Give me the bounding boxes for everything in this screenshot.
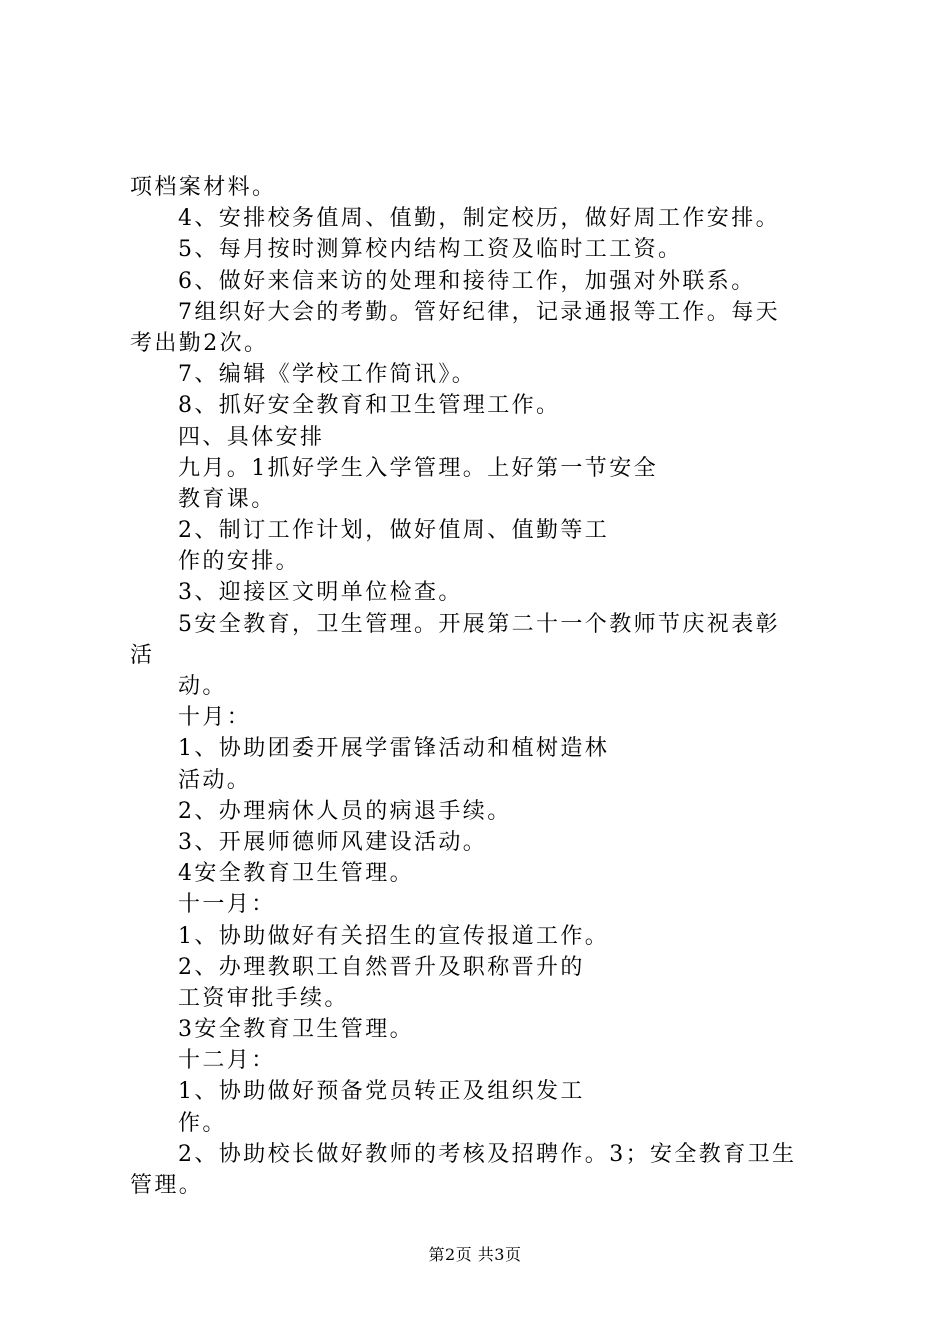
text-line: 项档案材料。 <box>130 175 277 200</box>
page-number-footer: 第2页 共3页 <box>428 1245 522 1264</box>
text-line: 活动。 <box>178 767 252 793</box>
month-heading: 十二月： <box>178 1048 276 1074</box>
text-line: 2、协助校长做好教师的考核及招聘作。3；安全教育卫生 <box>178 1141 797 1167</box>
month-heading: 十月： <box>178 705 252 731</box>
text-line: 3、迎接区文明单位检查。 <box>178 580 463 606</box>
text-line: 4安全教育卫生管理。 <box>178 861 414 887</box>
text-line: 作。 <box>178 1110 227 1136</box>
text-line: 6、做好来信来访的处理和接待工作，加强对外联系。 <box>178 268 756 294</box>
text-line: 3安全教育卫生管理。 <box>178 1017 414 1043</box>
text-line: 1、协助做好预备党员转正及组织发工 <box>178 1079 585 1105</box>
text-line: 活 <box>130 642 155 668</box>
text-line: 1、协助做好有关招生的宣传报道工作。 <box>178 923 610 949</box>
text-line: 7、编辑《学校工作简讯》。 <box>178 362 477 388</box>
text-line: 2、制订工作计划，做好值周、值勤等工 <box>178 518 610 544</box>
text-line: 7组织好大会的考勤。管好纪律，记录通报等工作。每天 <box>178 299 780 325</box>
text-line: 2、办理教职工自然晋升及职称晋升的 <box>178 954 585 980</box>
text-line: 动。 <box>178 674 227 699</box>
text-line: 作的安排。 <box>178 549 301 575</box>
text-line: 九月。1抓好学生入学管理。上好第一节安全 <box>178 455 658 481</box>
text-line: 工资审批手续。 <box>178 985 349 1011</box>
section-heading: 四、具体安排 <box>178 424 325 450</box>
text-line: 8、抓好安全教育和卫生管理工作。 <box>178 393 561 419</box>
text-line: 5、每月按时测算校内结构工资及临时工工资。 <box>178 237 683 263</box>
text-line: 5安全教育，卫生管理。开展第二十一个教师节庆祝表彰 <box>178 611 780 637</box>
month-heading: 十一月： <box>178 892 276 918</box>
text-line: 3、开展师德师风建设活动。 <box>178 829 488 855</box>
text-line: 考出勤2次。 <box>130 330 269 356</box>
document-body <box>130 172 840 1201</box>
text-line: 教育课。 <box>178 486 276 512</box>
text-line: 4、安排校务值周、值勤，制定校历，做好周工作安排。 <box>178 206 780 232</box>
text-line: 1、协助团委开展学雷锋活动和植树造林 <box>178 736 610 762</box>
text-line: 2、办理病休人员的病退手续。 <box>178 798 512 824</box>
text-line: 管理。 <box>130 1173 204 1198</box>
